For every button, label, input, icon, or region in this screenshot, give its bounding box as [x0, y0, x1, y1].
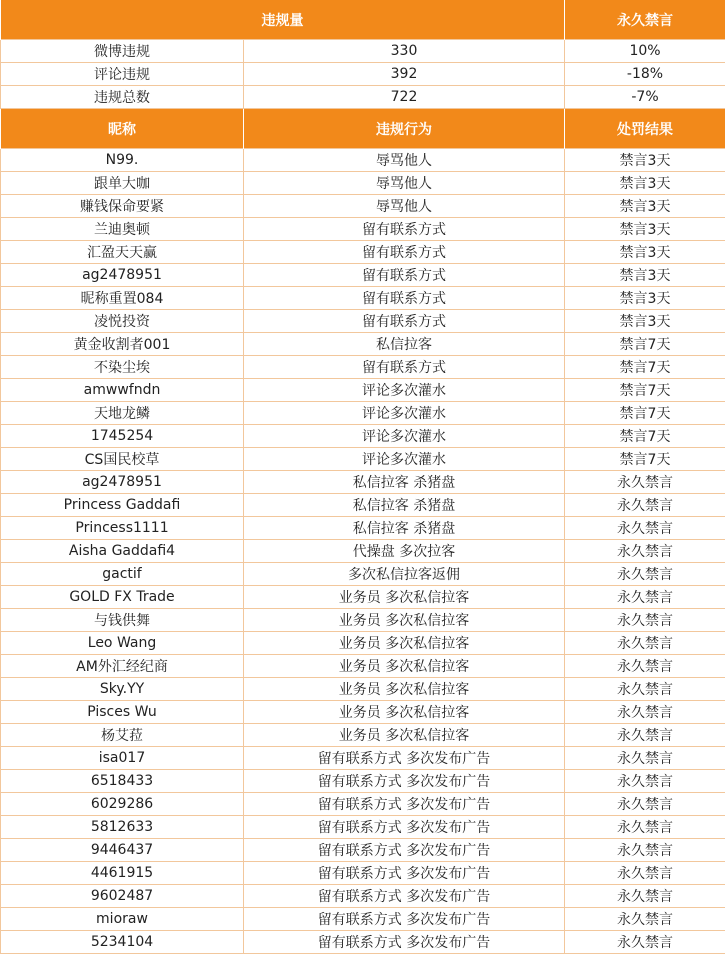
cell-result: 禁言7天 — [565, 379, 725, 402]
cell-result: 禁言3天 — [565, 310, 725, 333]
cell-behavior: 留有联系方式 — [244, 264, 565, 287]
table-row — [1, 287, 725, 310]
table-row — [1, 517, 725, 540]
cell-result: 禁言7天 — [565, 356, 725, 379]
cell-behavior: 私信拉客 — [244, 333, 565, 356]
cell-nickname: 9446437 — [1, 839, 244, 862]
cell-behavior: 代操盘 多次拉客 — [244, 540, 565, 563]
table-row — [1, 586, 725, 609]
cell-nickname: 9602487 — [1, 885, 244, 908]
table-row — [1, 172, 725, 195]
summary-label: 评论违规 — [1, 63, 244, 86]
cell-nickname: isa017 — [1, 747, 244, 770]
cell-result: 禁言3天 — [565, 149, 725, 172]
cell-nickname: Pisces Wu — [1, 701, 244, 724]
header-nickname: 昵称 — [1, 109, 244, 149]
cell-nickname: CS国民校草 — [1, 448, 244, 471]
summary-header-metric: 违规量 — [1, 0, 565, 40]
cell-result: 永久禁言 — [565, 701, 725, 724]
cell-behavior: 评论多次灌水 — [244, 448, 565, 471]
cell-nickname: 昵称重置084 — [1, 287, 244, 310]
summary-row — [1, 86, 725, 109]
cell-nickname: amwwfndn — [1, 379, 244, 402]
cell-nickname: 汇盈天天赢 — [1, 241, 244, 264]
cell-result: 永久禁言 — [565, 655, 725, 678]
cell-result: 禁言3天 — [565, 195, 725, 218]
cell-behavior: 业务员 多次私信拉客 — [244, 701, 565, 724]
cell-behavior: 辱骂他人 — [244, 149, 565, 172]
cell-behavior: 业务员 多次私信拉客 — [244, 724, 565, 747]
cell-behavior: 私信拉客 杀猪盘 — [244, 517, 565, 540]
table-row — [1, 149, 725, 172]
cell-result: 永久禁言 — [565, 632, 725, 655]
cell-nickname: 5812633 — [1, 816, 244, 839]
cell-result: 禁言7天 — [565, 333, 725, 356]
table-row — [1, 333, 725, 356]
cell-nickname: 6518433 — [1, 770, 244, 793]
cell-nickname: 与钱供舞 — [1, 609, 244, 632]
summary-header-ban: 永久禁言 — [565, 0, 725, 40]
cell-behavior: 辱骂他人 — [244, 195, 565, 218]
cell-nickname: ag2478951 — [1, 471, 244, 494]
cell-nickname: 赚钱保命要紧 — [1, 195, 244, 218]
cell-behavior: 留有联系方式 多次发布广告 — [244, 862, 565, 885]
summary-header-row — [1, 0, 725, 40]
table-row — [1, 471, 725, 494]
table-row — [1, 494, 725, 517]
cell-result: 永久禁言 — [565, 724, 725, 747]
summary-label: 微博违规 — [1, 40, 244, 63]
table-row — [1, 218, 725, 241]
cell-behavior: 留有联系方式 多次发布广告 — [244, 793, 565, 816]
cell-nickname: mioraw — [1, 908, 244, 931]
cell-result: 永久禁言 — [565, 931, 725, 954]
cell-behavior: 评论多次灌水 — [244, 402, 565, 425]
cell-result: 永久禁言 — [565, 471, 725, 494]
cell-nickname: 杨艾菈 — [1, 724, 244, 747]
cell-behavior: 业务员 多次私信拉客 — [244, 609, 565, 632]
cell-behavior: 留有联系方式 多次发布广告 — [244, 816, 565, 839]
cell-result: 永久禁言 — [565, 793, 725, 816]
cell-result: 永久禁言 — [565, 862, 725, 885]
table-row — [1, 793, 725, 816]
cell-behavior: 留有联系方式 多次发布广告 — [244, 908, 565, 931]
summary-change: -18% — [565, 63, 725, 86]
cell-behavior: 留有联系方式 — [244, 287, 565, 310]
cell-behavior: 留有联系方式 — [244, 218, 565, 241]
table-row — [1, 379, 725, 402]
table-row — [1, 862, 725, 885]
cell-result: 禁言7天 — [565, 402, 725, 425]
cell-result: 禁言3天 — [565, 172, 725, 195]
table-row — [1, 770, 725, 793]
table-row — [1, 885, 725, 908]
cell-behavior: 留有联系方式 多次发布广告 — [244, 770, 565, 793]
table-row — [1, 609, 725, 632]
table-row — [1, 816, 725, 839]
header-result: 处罚结果 — [565, 109, 725, 149]
cell-nickname: ag2478951 — [1, 264, 244, 287]
cell-result: 禁言3天 — [565, 218, 725, 241]
cell-result: 永久禁言 — [565, 839, 725, 862]
cell-result: 永久禁言 — [565, 494, 725, 517]
summary-row — [1, 40, 725, 63]
cell-result: 永久禁言 — [565, 586, 725, 609]
cell-nickname: 凌悦投资 — [1, 310, 244, 333]
cell-nickname: 不染尘埃 — [1, 356, 244, 379]
cell-nickname: 兰迪奥顿 — [1, 218, 244, 241]
cell-behavior: 业务员 多次私信拉客 — [244, 655, 565, 678]
summary-count: 392 — [244, 63, 565, 86]
summary-count: 722 — [244, 86, 565, 109]
cell-result: 禁言7天 — [565, 448, 725, 471]
cell-nickname: N99. — [1, 149, 244, 172]
table-row — [1, 448, 725, 471]
cell-behavior: 留有联系方式 多次发布广告 — [244, 885, 565, 908]
cell-nickname: 4461915 — [1, 862, 244, 885]
cell-behavior: 业务员 多次私信拉客 — [244, 586, 565, 609]
summary-row — [1, 63, 725, 86]
cell-result: 禁言7天 — [565, 425, 725, 448]
cell-result: 永久禁言 — [565, 609, 725, 632]
table-row — [1, 425, 725, 448]
table-row — [1, 540, 725, 563]
cell-behavior: 留有联系方式 — [244, 241, 565, 264]
cell-nickname: AM外汇经纪商 — [1, 655, 244, 678]
cell-behavior: 业务员 多次私信拉客 — [244, 678, 565, 701]
cell-behavior: 评论多次灌水 — [244, 425, 565, 448]
cell-behavior: 多次私信拉客返佣 — [244, 563, 565, 586]
cell-result: 永久禁言 — [565, 563, 725, 586]
cell-nickname: Princess Gaddafi — [1, 494, 244, 517]
summary-count: 330 — [244, 40, 565, 63]
cell-nickname: Aisha Gaddafi4 — [1, 540, 244, 563]
cell-result: 永久禁言 — [565, 908, 725, 931]
cell-result: 永久禁言 — [565, 540, 725, 563]
table-row — [1, 839, 725, 862]
cell-behavior: 留有联系方式 — [244, 356, 565, 379]
cell-result: 禁言3天 — [565, 287, 725, 310]
table-row — [1, 264, 725, 287]
cell-behavior: 留有联系方式 多次发布广告 — [244, 747, 565, 770]
cell-nickname: 6029286 — [1, 793, 244, 816]
table-row — [1, 195, 725, 218]
table-row — [1, 931, 725, 954]
cell-nickname: 5234104 — [1, 931, 244, 954]
table-row — [1, 241, 725, 264]
cell-result: 禁言3天 — [565, 241, 725, 264]
cell-result: 永久禁言 — [565, 747, 725, 770]
table-row — [1, 724, 725, 747]
cell-behavior: 私信拉客 杀猪盘 — [244, 471, 565, 494]
summary-change: 10% — [565, 40, 725, 63]
cell-behavior: 业务员 多次私信拉客 — [244, 632, 565, 655]
cell-nickname: GOLD FX Trade — [1, 586, 244, 609]
summary-label: 违规总数 — [1, 86, 244, 109]
details-header-row — [1, 109, 725, 149]
table-row — [1, 747, 725, 770]
summary-change: -7% — [565, 86, 725, 109]
cell-nickname: Leo Wang — [1, 632, 244, 655]
table-row — [1, 655, 725, 678]
cell-result: 永久禁言 — [565, 770, 725, 793]
cell-result: 永久禁言 — [565, 678, 725, 701]
cell-nickname: 跟单大咖 — [1, 172, 244, 195]
cell-behavior: 辱骂他人 — [244, 172, 565, 195]
table-row — [1, 356, 725, 379]
table-row — [1, 701, 725, 724]
cell-nickname: 1745254 — [1, 425, 244, 448]
table-row — [1, 908, 725, 931]
header-behavior: 违规行为 — [244, 109, 565, 149]
cell-nickname: gactif — [1, 563, 244, 586]
cell-result: 永久禁言 — [565, 816, 725, 839]
table-row — [1, 402, 725, 425]
cell-behavior: 留有联系方式 多次发布广告 — [244, 839, 565, 862]
cell-nickname: Sky.YY — [1, 678, 244, 701]
table-row — [1, 678, 725, 701]
cell-result: 永久禁言 — [565, 885, 725, 908]
cell-behavior: 留有联系方式 — [244, 310, 565, 333]
table-row — [1, 632, 725, 655]
cell-behavior: 私信拉客 杀猪盘 — [244, 494, 565, 517]
table-row — [1, 310, 725, 333]
cell-nickname: 天地龙鳞 — [1, 402, 244, 425]
cell-result: 永久禁言 — [565, 517, 725, 540]
violation-table-body — [1, 0, 725, 954]
table-row — [1, 563, 725, 586]
cell-behavior: 评论多次灌水 — [244, 379, 565, 402]
cell-nickname: Princess1111 — [1, 517, 244, 540]
cell-behavior: 留有联系方式 多次发布广告 — [244, 931, 565, 954]
cell-result: 禁言3天 — [565, 264, 725, 287]
cell-nickname: 黄金收割者001 — [1, 333, 244, 356]
